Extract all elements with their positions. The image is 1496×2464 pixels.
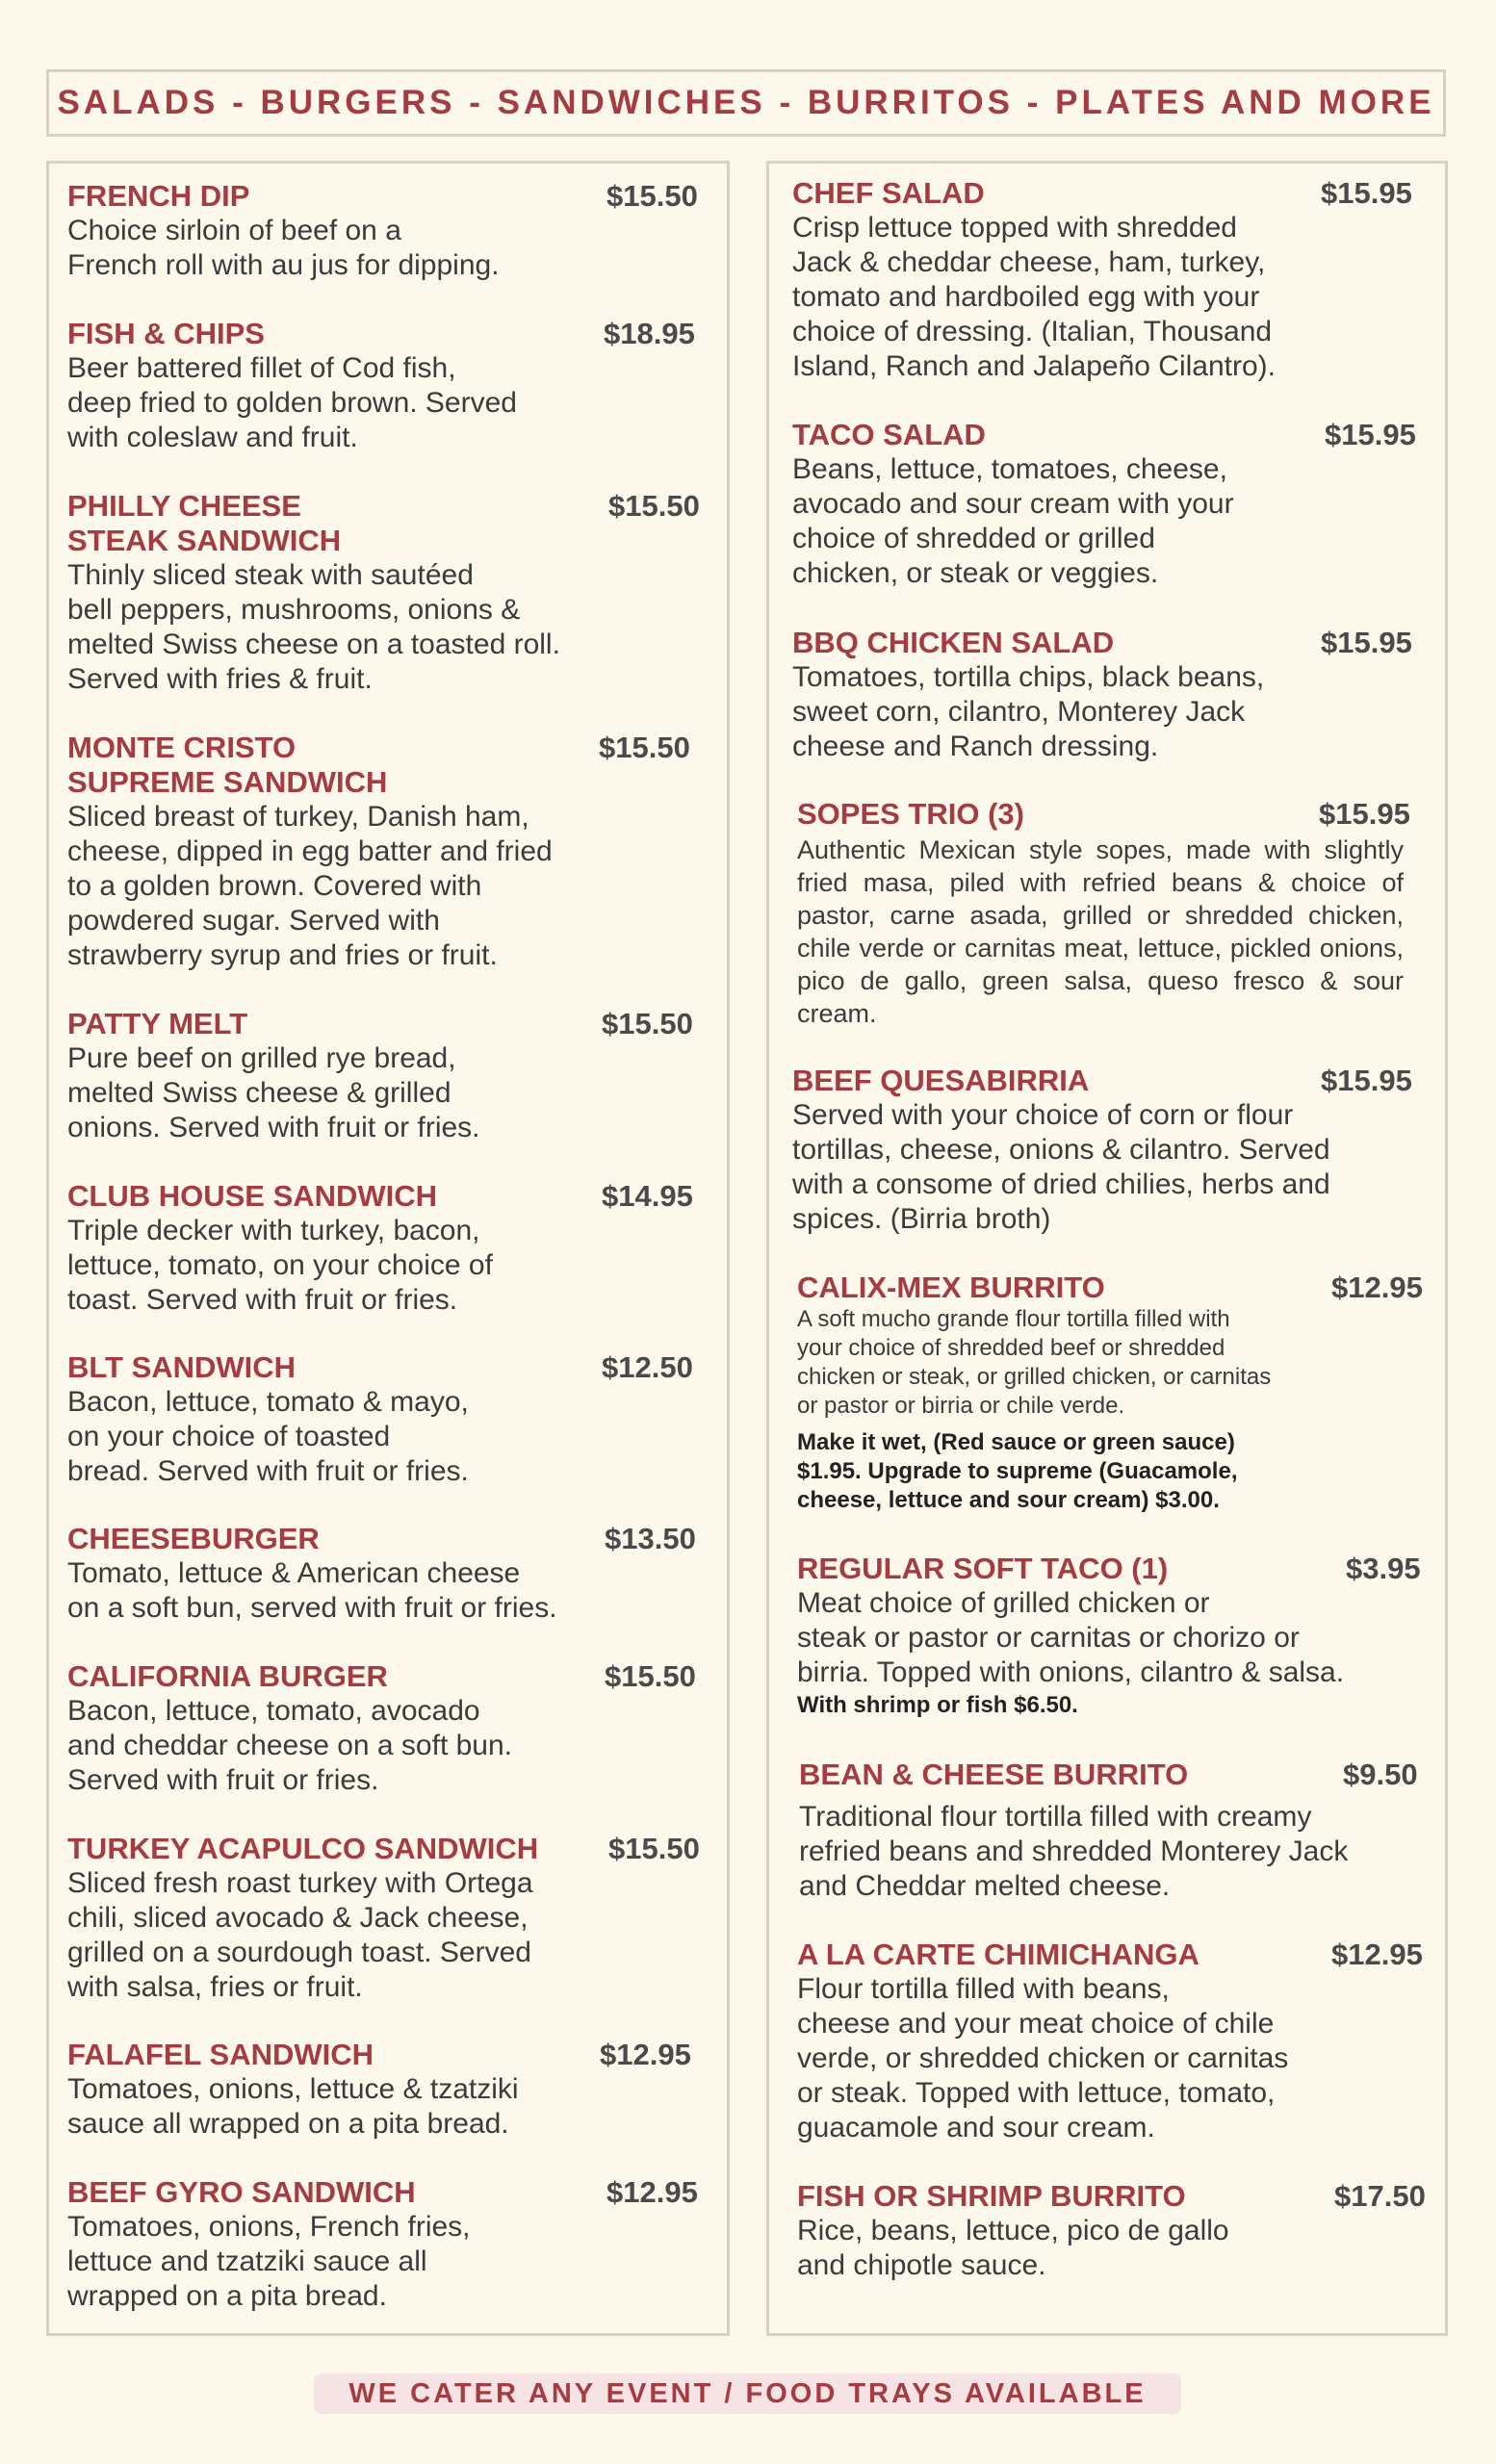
item-description: Thinly sliced steak with sautéed bell peppers, mushrooms, onions & melted Swiss cheese on a toasted roll. Served with fries & fruit.	[67, 559, 560, 695]
item-name: CHEF SALAD	[792, 176, 985, 210]
item-description: Triple decker with turkey, bacon, lettuce, tomato, on your choice of toast. Served with fruit or fries.	[67, 1215, 493, 1316]
item-description: Tomatoes, tortilla chips, black beans, sweet corn, cilantro, Monterey Jack cheese and Ranch dressing.	[792, 661, 1265, 762]
item-price: $15.50	[606, 179, 698, 213]
item-description: Meat choice of grilled chicken or steak or pastor or carnitas or chorizo or birria. Topped with onions, cilantro & salsa.	[797, 1587, 1345, 1688]
header-title: SALADS - BURGERS - SANDWICHES - BURRITOS - PLATES AND MORE	[57, 84, 1435, 121]
item-price: $12.95	[606, 2175, 698, 2209]
item-price: $15.95	[1321, 1064, 1412, 1097]
item-price: $15.50	[608, 489, 700, 523]
item-name: FISH OR SHRIMP BURRITO	[797, 2179, 1186, 2213]
item-price: $15.50	[599, 731, 690, 764]
item-price: $12.50	[602, 1350, 693, 1384]
item-price: $13.50	[605, 1522, 696, 1555]
menu-item-philly-cheese-steak	[67, 489, 712, 697]
header-banner	[46, 69, 1446, 137]
item-description: Flour tortilla filled with beans, cheese and your meat choice of chile verde, or shredded chicken or carnitas or steak. Topped with lettuce, tomato, guacamole and sour cream.	[797, 1973, 1289, 2143]
item-name: CLUB HOUSE SANDWICH	[67, 1179, 438, 1213]
item-price: $15.50	[608, 1832, 700, 1865]
item-name: CALIFORNIA BURGER	[67, 1659, 388, 1693]
menu-item-beef-quesabirria	[792, 1064, 1437, 1237]
menu-item-blt-sandwich	[67, 1350, 712, 1489]
item-name: CALIX-MEX BURRITO	[797, 1270, 1105, 1304]
menu-item-regular-soft-taco	[797, 1552, 1452, 1721]
item-name: A LA CARTE CHIMICHANGA	[797, 1938, 1199, 1971]
item-price: $15.95	[1325, 418, 1416, 451]
item-name: PATTY MELT	[67, 1007, 248, 1040]
footer-text: WE CATER ANY EVENT / FOOD TRAYS AVAILABLE	[348, 2377, 1147, 2409]
menu-item-california-burger	[67, 1659, 712, 1798]
menu-item-chef-salad	[792, 176, 1437, 384]
item-name: REGULAR SOFT TACO (1)	[797, 1552, 1169, 1585]
item-description: Beans, lettuce, tomatoes, cheese, avocado and sour cream with your choice of shredded or grilled chicken, or steak or veggies.	[792, 453, 1234, 589]
item-description: Served with your choice of corn or flour tortillas, cheese, onions & cilantro. Served with a consome of dried chilies, herbs and spices. (Birria broth)	[792, 1099, 1330, 1235]
item-price: $12.95	[1331, 1938, 1423, 1971]
item-name: BEAN & CHEESE BURRITO	[799, 1758, 1189, 1791]
item-price: $15.50	[605, 1659, 696, 1693]
item-price: $12.95	[600, 2038, 691, 2071]
item-description: Tomato, lettuce & American cheese on a soft bun, served with fruit or fries.	[67, 1557, 557, 1624]
item-description: Beer battered fillet of Cod fish, deep fried to golden brown. Served with coleslaw and fruit.	[67, 352, 517, 453]
item-description: Crisp lettuce topped with shredded Jack & cheddar cheese, ham, turkey, tomato and hardboiled egg with your choice of dressing. (Italian, Thousand Island, Ranch and Jalapeño Cilantro).	[792, 212, 1276, 382]
item-price: $15.95	[1321, 626, 1412, 659]
item-description: Sliced breast of turkey, Danish ham, cheese, dipped in egg batter and fried to a golden brown. Covered with powdered sugar. Served with strawberry syrup and fries or fruit.	[67, 801, 553, 971]
item-name: MONTE CRISTO SUPREME SANDWICH	[67, 731, 388, 799]
item-name: BBQ CHICKEN SALAD	[792, 626, 1115, 659]
item-price: $15.95	[1321, 176, 1412, 210]
menu-item-monte-cristo	[67, 731, 712, 973]
item-name: BEEF GYRO SANDWICH	[67, 2175, 416, 2209]
item-name: BLT SANDWICH	[67, 1350, 297, 1384]
item-price: $9.50	[1343, 1758, 1418, 1791]
item-name: CHEESEBURGER	[67, 1522, 320, 1555]
menu-item-sopes-trio	[797, 797, 1410, 1030]
item-description: Sliced fresh roast turkey with Ortega chili, sliced avocado & Jack cheese, grilled on a sourdough toast. Served with salsa, fries or fruit.	[67, 1867, 533, 2003]
item-name: SOPES TRIO (3)	[797, 797, 1024, 831]
footer-banner	[314, 2374, 1181, 2414]
item-price: $17.50	[1334, 2179, 1426, 2213]
item-description: Tomatoes, onions, French fries, lettuce and tzatziki sauce all wrapped on a pita bread.	[67, 2211, 471, 2312]
item-description: A soft mucho grande flour tortilla filled with your choice of shredded beef or shredded chicken or steak, or grilled chicken, or carnitas or pastor or birria or chile verde.	[797, 1306, 1272, 1419]
menu-item-patty-melt	[67, 1007, 712, 1145]
item-name: TACO SALAD	[792, 418, 986, 451]
item-price: $18.95	[604, 317, 695, 350]
item-name: FALAFEL SANDWICH	[67, 2038, 374, 2071]
item-name: BEEF QUESABIRRIA	[792, 1064, 1090, 1097]
menu-item-bbq-chicken-salad	[792, 626, 1437, 764]
menu-item-cheeseburger	[67, 1522, 712, 1626]
menu-item-calix-mex-burrito	[797, 1270, 1442, 1515]
item-description: Rice, beans, lettuce, pico de gallo and chipotle sauce.	[797, 2215, 1229, 2281]
item-description: Pure beef on grilled rye bread, melted Swiss cheese & grilled onions. Served with fruit or fries.	[67, 1042, 480, 1143]
item-name: PHILLY CHEESE STEAK SANDWICH	[67, 489, 342, 557]
item-name: TURKEY ACAPULCO SANDWICH	[67, 1832, 539, 1865]
menu-item-fish-chips	[67, 317, 712, 455]
item-name: FISH & CHIPS	[67, 317, 265, 350]
item-description: Bacon, lettuce, tomato & mayo, on your choice of toasted bread. Served with fruit or fries.	[67, 1386, 469, 1487]
item-description: Choice sirloin of beef on a French roll with au jus for dipping.	[67, 215, 500, 281]
menu-item-bean-cheese-burrito	[799, 1758, 1444, 1904]
item-price: $12.95	[1331, 1270, 1423, 1304]
item-price: $14.95	[602, 1179, 693, 1213]
menu-item-beef-gyro-sandwich	[67, 2175, 712, 2314]
menu-item-club-house-sandwich	[67, 1179, 712, 1318]
item-description: Bacon, lettuce, tomato, avocado and cheddar cheese on a soft bun. Served with fruit or fries.	[67, 1695, 513, 1796]
item-note: Make it wet, (Red sauce or green sauce) $1.95. Upgrade to supreme (Guacamole, cheese, lettuce and sour cream) $3.00.	[797, 1429, 1238, 1513]
menu-item-falafel-sandwich	[67, 2038, 712, 2142]
menu-item-fish-shrimp-burrito	[797, 2179, 1442, 2283]
item-description: Authentic Mexican style sopes, made with slightly fried masa, piled with refried beans & choice of pastor, carne asada, grilled or shredded chicken, chile verde or carnitas meat, lettuce, pickled onions, pico de gallo, green salsa, queso fresco & sour cream.	[797, 835, 1404, 1028]
item-price: $15.95	[1319, 797, 1410, 831]
menu-item-french-dip	[67, 179, 712, 283]
item-description: Traditional flour tortilla filled with creamy refried beans and shredded Monterey Jack and Cheddar melted cheese.	[799, 1801, 1349, 1902]
item-price: $3.95	[1346, 1552, 1421, 1585]
menu-item-turkey-acapulco	[67, 1832, 712, 2005]
item-description: Tomatoes, onions, lettuce & tzatziki sauce all wrapped on a pita bread.	[67, 2073, 519, 2140]
menu-item-taco-salad	[792, 418, 1437, 591]
item-name: FRENCH DIP	[67, 179, 250, 213]
item-price: $15.50	[602, 1007, 693, 1040]
menu-item-a-la-carte-chimichanga	[797, 1938, 1442, 2145]
item-note: With shrimp or fish $6.50.	[797, 1692, 1078, 1718]
